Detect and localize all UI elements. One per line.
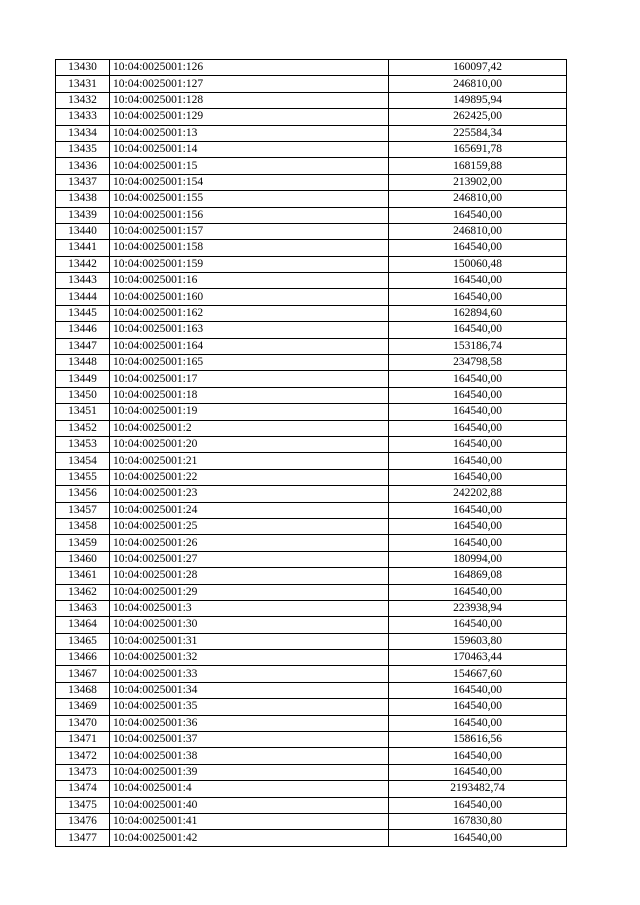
cadastral-value-cell: 164540,00	[389, 469, 567, 485]
table-row	[56, 650, 567, 666]
cadastral-value-cell: 168159,88	[389, 158, 567, 174]
cadastral-value-cell: 149895,94	[389, 92, 567, 108]
row-number-cell: 13468	[56, 682, 110, 698]
cadastral-value-cell: 242202,88	[389, 486, 567, 502]
table-row	[56, 748, 567, 764]
table-row	[56, 551, 567, 567]
cadastral-value-cell: 164540,00	[389, 764, 567, 780]
row-number-cell: 13466	[56, 650, 110, 666]
table-row	[56, 207, 567, 223]
cadastral-value-cell: 159603,80	[389, 633, 567, 649]
cadastral-value-cell: 164540,00	[389, 584, 567, 600]
cadastral-value-cell: 164540,00	[389, 404, 567, 420]
cadastral-number-cell: 10:04:0025001:28	[110, 568, 389, 584]
cadastral-value-cell: 165691,78	[389, 141, 567, 157]
cadastral-number-cell: 10:04:0025001:41	[110, 813, 389, 829]
table-row	[56, 141, 567, 157]
table-row	[56, 830, 567, 846]
cadastral-number-cell: 10:04:0025001:22	[110, 469, 389, 485]
row-number-cell: 13458	[56, 518, 110, 534]
cadastral-number-cell: 10:04:0025001:126	[110, 60, 389, 76]
table-row	[56, 600, 567, 616]
table-row	[56, 240, 567, 256]
cadastral-number-cell: 10:04:0025001:13	[110, 125, 389, 141]
table-row	[56, 486, 567, 502]
cadastral-value-cell: 164540,00	[389, 830, 567, 846]
cadastral-number-cell: 10:04:0025001:23	[110, 486, 389, 502]
table-row	[56, 535, 567, 551]
cadastral-value-cell: 164540,00	[389, 502, 567, 518]
cadastral-value-cell: 223938,94	[389, 600, 567, 616]
cadastral-value-cell: 246810,00	[389, 191, 567, 207]
table-row	[56, 338, 567, 354]
row-number-cell: 13444	[56, 289, 110, 305]
cadastral-number-cell: 10:04:0025001:29	[110, 584, 389, 600]
table-row	[56, 436, 567, 452]
cadastral-number-cell: 10:04:0025001:154	[110, 174, 389, 190]
table-row	[56, 256, 567, 272]
cadastral-value-cell: 154667,60	[389, 666, 567, 682]
cadastral-number-cell: 10:04:0025001:19	[110, 404, 389, 420]
cadastral-number-cell: 10:04:0025001:163	[110, 322, 389, 338]
cadastral-number-cell: 10:04:0025001:3	[110, 600, 389, 616]
cadastral-number-cell: 10:04:0025001:14	[110, 141, 389, 157]
cadastral-value-cell: 2193482,74	[389, 781, 567, 797]
cadastral-value-cell: 180994,00	[389, 551, 567, 567]
row-number-cell: 13431	[56, 76, 110, 92]
row-number-cell: 13455	[56, 469, 110, 485]
table-row	[56, 305, 567, 321]
row-number-cell: 13441	[56, 240, 110, 256]
cadastral-value-cell: 164540,00	[389, 699, 567, 715]
row-number-cell: 13452	[56, 420, 110, 436]
cadastral-value-cell: 246810,00	[389, 223, 567, 239]
row-number-cell: 13465	[56, 633, 110, 649]
row-number-cell: 13443	[56, 273, 110, 289]
cadastral-number-cell: 10:04:0025001:129	[110, 109, 389, 125]
cadastral-value-cell: 164869,08	[389, 568, 567, 584]
table-row	[56, 699, 567, 715]
table-row	[56, 453, 567, 469]
row-number-cell: 13462	[56, 584, 110, 600]
cadastral-value-cell: 164540,00	[389, 322, 567, 338]
table-row	[56, 617, 567, 633]
cadastral-value-cell: 164540,00	[389, 617, 567, 633]
row-number-cell: 13434	[56, 125, 110, 141]
cadastral-number-cell: 10:04:0025001:156	[110, 207, 389, 223]
cadastral-number-cell: 10:04:0025001:20	[110, 436, 389, 452]
cadastral-number-cell: 10:04:0025001:26	[110, 535, 389, 551]
row-number-cell: 13464	[56, 617, 110, 633]
cadastral-number-cell: 10:04:0025001:30	[110, 617, 389, 633]
cadastral-value-cell: 164540,00	[389, 535, 567, 551]
table-row	[56, 469, 567, 485]
table-row	[56, 322, 567, 338]
row-number-cell: 13450	[56, 387, 110, 403]
cadastral-number-cell: 10:04:0025001:32	[110, 650, 389, 666]
cadastral-number-cell: 10:04:0025001:17	[110, 371, 389, 387]
cadastral-value-cell: 164540,00	[389, 207, 567, 223]
cadastral-value-cell: 225584,34	[389, 125, 567, 141]
cadastral-value-cell: 262425,00	[389, 109, 567, 125]
cadastral-value-cell: 234798,58	[389, 355, 567, 371]
cadastral-number-cell: 10:04:0025001:21	[110, 453, 389, 469]
row-number-cell: 13449	[56, 371, 110, 387]
row-number-cell: 13433	[56, 109, 110, 125]
table-row	[56, 732, 567, 748]
table-row	[56, 371, 567, 387]
table-row	[56, 355, 567, 371]
row-number-cell: 13476	[56, 813, 110, 829]
cadastral-value-cell: 164540,00	[389, 371, 567, 387]
cadastral-number-cell: 10:04:0025001:155	[110, 191, 389, 207]
row-number-cell: 13459	[56, 535, 110, 551]
cadastral-value-cell: 150060,48	[389, 256, 567, 272]
cadastral-number-cell: 10:04:0025001:24	[110, 502, 389, 518]
cadastral-number-cell: 10:04:0025001:18	[110, 387, 389, 403]
cadastral-value-cell: 164540,00	[389, 715, 567, 731]
cadastral-value-cell: 164540,00	[389, 289, 567, 305]
row-number-cell: 13442	[56, 256, 110, 272]
cadastral-value-cell: 164540,00	[389, 420, 567, 436]
table-row	[56, 223, 567, 239]
cadastral-value-cell: 164540,00	[389, 748, 567, 764]
cadastral-value-cell: 153186,74	[389, 338, 567, 354]
table-row	[56, 682, 567, 698]
row-number-cell: 13463	[56, 600, 110, 616]
cadastral-number-cell: 10:04:0025001:4	[110, 781, 389, 797]
table-row	[56, 289, 567, 305]
table-row	[56, 109, 567, 125]
table-row	[56, 781, 567, 797]
row-number-cell: 13446	[56, 322, 110, 338]
cadastral-value-cell: 213902,00	[389, 174, 567, 190]
row-number-cell: 13438	[56, 191, 110, 207]
cadastral-number-cell: 10:04:0025001:162	[110, 305, 389, 321]
table-row	[56, 518, 567, 534]
row-number-cell: 13447	[56, 338, 110, 354]
row-number-cell: 13454	[56, 453, 110, 469]
cadastral-number-cell: 10:04:0025001:35	[110, 699, 389, 715]
cadastral-value-cell: 164540,00	[389, 797, 567, 813]
table-row	[56, 502, 567, 518]
row-number-cell: 13437	[56, 174, 110, 190]
cadastral-value-cell: 164540,00	[389, 518, 567, 534]
cadastral-value-cell: 170463,44	[389, 650, 567, 666]
row-number-cell: 13470	[56, 715, 110, 731]
row-number-cell: 13460	[56, 551, 110, 567]
table-row	[56, 273, 567, 289]
row-number-cell: 13435	[56, 141, 110, 157]
cadastral-value-cell: 158616,56	[389, 732, 567, 748]
table-row	[56, 633, 567, 649]
table-row	[56, 584, 567, 600]
cadastral-number-cell: 10:04:0025001:42	[110, 830, 389, 846]
table-row	[56, 404, 567, 420]
cadastral-value-cell: 162894,60	[389, 305, 567, 321]
cadastral-value-cell: 164540,00	[389, 453, 567, 469]
table-row	[56, 568, 567, 584]
row-number-cell: 13475	[56, 797, 110, 813]
cadastral-value-cell: 164540,00	[389, 387, 567, 403]
cadastral-number-cell: 10:04:0025001:25	[110, 518, 389, 534]
table-row	[56, 764, 567, 780]
cadastral-number-cell: 10:04:0025001:128	[110, 92, 389, 108]
cadastral-number-cell: 10:04:0025001:157	[110, 223, 389, 239]
table-row	[56, 60, 567, 76]
table-row	[56, 666, 567, 682]
cadastral-number-cell: 10:04:0025001:127	[110, 76, 389, 92]
table-row	[56, 191, 567, 207]
table-row	[56, 387, 567, 403]
row-number-cell: 13432	[56, 92, 110, 108]
row-number-cell: 13430	[56, 60, 110, 76]
row-number-cell: 13439	[56, 207, 110, 223]
row-number-cell: 13472	[56, 748, 110, 764]
cadastral-number-cell: 10:04:0025001:27	[110, 551, 389, 567]
table-row	[56, 813, 567, 829]
cadastral-value-cell: 164540,00	[389, 436, 567, 452]
cadastral-number-cell: 10:04:0025001:31	[110, 633, 389, 649]
cadastral-value-cell: 167830,80	[389, 813, 567, 829]
cadastral-number-cell: 10:04:0025001:158	[110, 240, 389, 256]
table-row	[56, 174, 567, 190]
cadastral-number-cell: 10:04:0025001:164	[110, 338, 389, 354]
cadastral-number-cell: 10:04:0025001:159	[110, 256, 389, 272]
row-number-cell: 13461	[56, 568, 110, 584]
cadastral-number-cell: 10:04:0025001:39	[110, 764, 389, 780]
table-row	[56, 797, 567, 813]
cadastral-number-cell: 10:04:0025001:34	[110, 682, 389, 698]
row-number-cell: 13448	[56, 355, 110, 371]
table-row	[56, 715, 567, 731]
cadastral-value-cell: 160097,42	[389, 60, 567, 76]
row-number-cell: 13440	[56, 223, 110, 239]
cadastral-number-cell: 10:04:0025001:2	[110, 420, 389, 436]
row-number-cell: 13477	[56, 830, 110, 846]
cadastral-number-cell: 10:04:0025001:165	[110, 355, 389, 371]
table-row	[56, 92, 567, 108]
row-number-cell: 13453	[56, 436, 110, 452]
row-number-cell: 13474	[56, 781, 110, 797]
cadastral-number-cell: 10:04:0025001:16	[110, 273, 389, 289]
table-row	[56, 125, 567, 141]
cadastral-number-cell: 10:04:0025001:160	[110, 289, 389, 305]
cadastral-number-cell: 10:04:0025001:15	[110, 158, 389, 174]
cadastral-number-cell: 10:04:0025001:33	[110, 666, 389, 682]
table-row	[56, 158, 567, 174]
row-number-cell: 13469	[56, 699, 110, 715]
cadastral-value-cell: 246810,00	[389, 76, 567, 92]
cadastral-number-cell: 10:04:0025001:40	[110, 797, 389, 813]
row-number-cell: 13436	[56, 158, 110, 174]
cadastral-number-cell: 10:04:0025001:38	[110, 748, 389, 764]
row-number-cell: 13467	[56, 666, 110, 682]
cadastral-value-cell: 164540,00	[389, 240, 567, 256]
table-body	[56, 60, 567, 847]
row-number-cell: 13457	[56, 502, 110, 518]
cadastral-number-cell: 10:04:0025001:37	[110, 732, 389, 748]
cadastral-value-cell: 164540,00	[389, 682, 567, 698]
row-number-cell: 13445	[56, 305, 110, 321]
table-row	[56, 420, 567, 436]
cadastral-number-cell: 10:04:0025001:36	[110, 715, 389, 731]
cadastral-value-table	[55, 59, 567, 847]
row-number-cell: 13473	[56, 764, 110, 780]
row-number-cell: 13456	[56, 486, 110, 502]
cadastral-value-cell: 164540,00	[389, 273, 567, 289]
row-number-cell: 13451	[56, 404, 110, 420]
table-row	[56, 76, 567, 92]
row-number-cell: 13471	[56, 732, 110, 748]
